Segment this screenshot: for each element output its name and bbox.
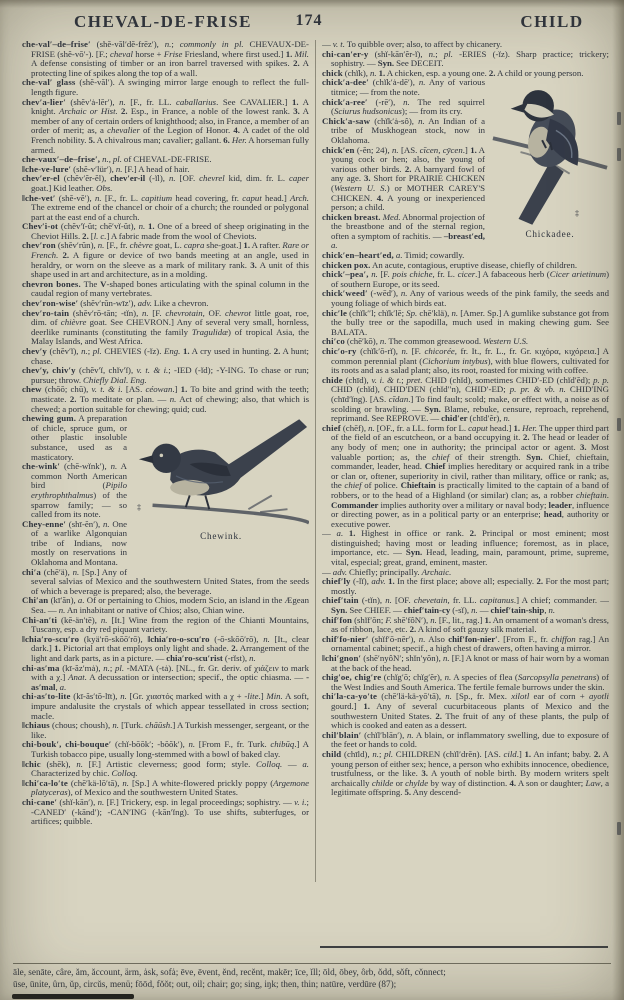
dictionary-entry: chi-can′er-y (shĭ-kān′ẽr-ĭ), n.; pl. -ERIES (-ĭz). Sharp practice; trickery; sophistry. — Syn. See DECEIT. [322, 48, 609, 69]
dictionary-entry: chif′fo-nier′ (shĭf′ō-nēr′), n. Also chif′fon-nier′. [From F., fr. chiffon rag.] An ornamental cabinet; specif., a high chest of drawers, often having a mirror. [322, 633, 609, 654]
headword: chi-as′to-lite [22, 691, 71, 702]
dictionary-entry: chev′a-lier′ (shĕv′ȧ-lēr′), n. [F., fr. LL. caballarius. See CAVALIER.] 1. A knight. Archaic or Hist. 2. Esp., in France, a noble of the lowest rank. 3. A member of any of certain orders of knighthood; also, in France, a member of an order of merit; as, a chevalier of the Legion of Honor. 4. A cadet of the old French nobility. 5. A chivalrous man; cavalier; gallant. 6. Her. A horseman fully armed. [22, 96, 309, 155]
headword: Chick′a-saw [322, 115, 371, 126]
dictionary-entry: chief (chēf), n. [OF., fr. a LL. form for L. caput head.] 1. Her. The upper third part of the field of an escutcheon, or a band occupying it. 2. The head or leader of any body of men; one in authority; the principal actor or agent. 3. Most valuable portion; as, the chief of their strength. Syn. Chief, chieftain, commander, leader, head. Chief implies hereditary or acquired rank in a tribe or clan or, oftener, superiority in civil, rather than military, office or rank; as, the chief of police. Chieftain is practically limited to the captain of a band of robbers, or to the head of a Highland (or similar) clan; as, a robber chieftain. Commander implies authority over a military or naval body; leader, influence or directing power, as in a political party or an enterprise; head, authority or executive power. [322, 422, 609, 529]
headword: ‖chiaus [22, 720, 50, 731]
scan-artifact [617, 112, 621, 125]
headword: chif′fon [322, 614, 353, 625]
headword: chev′er-el [22, 173, 60, 184]
headword: chig′oe, chig′re [322, 672, 382, 683]
headword: chev′ron-wise′ [22, 298, 79, 309]
scan-artifact [12, 994, 134, 999]
dictionary-entry: chev′ron-wise′ (shĕv′rŭn-wīz′), adv. Like a chevron. [22, 298, 209, 309]
headword: chick [322, 67, 343, 78]
headword: chief′ly [322, 576, 351, 587]
headword: chief′tain [322, 595, 359, 606]
dictionary-entry: chick′en (-ĕn; 24), n. [AS. cīcen, cȳcen.] 1. A young cock or hen; also, the young of various other birds. 2. A barnyard fowl of any age. 3. Short for PRAIRIE CHICKEN (Western U. S.) or MOTHER CAREY'S CHICKEN. 4. A young or inexperienced person; a child. [322, 144, 486, 213]
headword: chif′fo-nier′ [322, 633, 369, 644]
pronunciation-key [13, 963, 611, 990]
page-header [0, 0, 624, 36]
dictionary-entry: chicken breast. Med. Abnormal projection of the breastbone and of the sternal region, often a symptom of rachitis. — –breast′ed, a. [322, 211, 485, 251]
headword: chi′la-ca-yo′te [322, 691, 378, 702]
headword: ‖chia′ro-scu′ro [22, 633, 80, 644]
dictionary-entry: chewing gum. A preparation of chicle, spruce gum, or other plastic insoluble substance, used as a masticatory. [22, 413, 127, 462]
headword: chick′a-dee′ [322, 77, 369, 88]
dictionary-entry: chick (chĭk), n. 1. A chicken, esp. a young one. 2. A child or young person. [322, 67, 584, 78]
dictionary-entry: che-val′ glass (shĕ-văl′). A swinging mirror large enough to reflect the full-length figure. [22, 77, 309, 97]
dictionary-entry: che-vaux′–de–frise′, n., pl. of CHEVAL-DE-FRISE. [22, 154, 212, 165]
headword: chic′o-ry [322, 346, 357, 356]
dictionary-entry: — a. 1. Highest in office or rank. 2. Principal or most eminent; most distinguished; having most or leading influence; foremost, as in place, importance, etc. — Syn. Head, leading, main, paramount, prime, supreme, vital, especial; great, grand, eminent, master. [322, 528, 609, 568]
engraver-mark: ‡ [575, 208, 579, 218]
headword: chief [322, 422, 341, 433]
dictionary-entry: chick′–pea′, n. [F. pois chiche, fr. L. cicer.] A fabaceous herb (Cicer arietinum) of southern Europe, or its seed. [322, 269, 609, 289]
dictionary-entry: chig′oe, chig′re (chĭg′ō; chĭg′ẽr), n. A species of flea (Sarcopsylla penetrans) of the West Indies and South America. The fertile female burrows under the skin. [322, 672, 609, 692]
headword: chick′weed′ [322, 288, 368, 299]
dictionary-entry: chev′ron (shĕv′rŭn), n. [F., fr. chèvre goat, L. capra she-goat.] 1. A rafter. Rare or French. 2. A figure or device of two bands meeting at an angle, used in heraldry, or worn on the sleeve as a mark of military rank. 3. A unit of this shape used in art and architecture, as in a molding. [22, 240, 309, 280]
dictionary-entry: che-val′–de–frise′ (shĕ-văl′dĕ-frēz′), n.; commonly in pl. CHEVAUX-DE-FRISE (shĕ-vō′-). [F.; cheval horse + Frise Friesland, where first used.] 1. Mil. A defense consisting of timber or an iron barrel traversed with spikes. 2. A protecting line of spikes along the top of a wall. [22, 40, 309, 78]
left-column [22, 40, 309, 890]
headword: Chey-enne′ [22, 518, 67, 529]
dictionary-entry: chick′a-dee′ (chĭk′ȧ-dē′), n. Any of various titmice; — from the note. [322, 77, 485, 97]
headword: Chi-an′ti [22, 614, 58, 625]
dictionary-entry: chev′er-el (chĕv′ẽr-ĕl), chev′er-il (-ĭl), n. [OF. chevrel kid, dim. fr. L. caper goat.] Kid leather. Obs. [22, 173, 309, 193]
dictionary-entry: ‖che-ve-lure′ (shĕ-v′lür′), n. [F.] A head of hair. [22, 163, 190, 174]
headword: Chev′i-ot [22, 221, 59, 232]
headword: chew [22, 384, 42, 395]
dictionary-entry: chev′y, chiv′y (chĕv′ĭ, chĭv′ĭ), v. t. & i.; -IED (-ĭd); -Y-ING. To chase or run; pursue; throw. Chiefly Dial. Eng. [22, 365, 309, 385]
headword: chev′ro-tain [22, 307, 70, 318]
dictionary-entry: — v. t. To quibble over; also, to affect by chicanery. [322, 40, 503, 49]
headword: chick′en [322, 144, 355, 155]
dictionary-entry: chide (chīd), v. i. & t.; pret. CHID (chĭd), sometimes CHID′-ED (chĭd′ĕd); p. p. CHID (chĭd), CHID′DEN (chĭd′′n), CHID′-ED; p. pr. & vb. n. CHID′ING (chīd′ĭng). [AS. cīdan.] To find fault; scold; make, or effect with, a noise as of scolding or brawling. — Syn. Blame, rebuke, censure, reproach, reprehend, reprimand. See REPROVE. — chid′er (chīd′ẽr), n. [322, 374, 609, 424]
headword: chewing gum. [22, 413, 77, 424]
dictionary-entry: chick′en–heart′ed, a. Timid; cowardly. [322, 250, 465, 261]
pronunciation-line-1: āle, senāte, câre, ăm, ăccount, ärm, ȧsk, sofȧ; ēve, ēvent, ĕnd, recĕnt, makēr; īce, ĭll; ōld, ōbey, ôrb, ŏdd, sŏft, cŏnnect; [13, 967, 446, 977]
dictionary-entry: chif′fon (shĭf′ŏn; F. shē′fôN′), n. [F., lit., rag.] 1. An ornament of a woman's dress, as of ribbon, lace, etc. 2. A kind of soft gauzy silk material. [322, 614, 609, 635]
dictionary-entry: ‖chic (shēk), n. [F.] Artistic cleverness; good form; style. Colloq. — a. Characterized by chic. Colloq. [22, 758, 309, 779]
dictionary-entry: chick′a-ree′ (-rē′), n. The red squirrel (Sciurus hudsonicus); — from its cry. [322, 96, 485, 117]
dictionary-entry: chi′co (chē′kō), n. The common greasewood. Western U.S. [322, 336, 529, 347]
headword: ‖che-vet′ [22, 192, 56, 203]
illustration-caption: Chewink. [200, 531, 242, 542]
headword: chi′co [322, 336, 345, 347]
dictionary-entry: chi′la-ca-yo′te (chē′lä-kä-yō′tā), n. [Sp., fr. Mex. xilotl ear of corn + ayotli gourd.] 1. Any of several cucurbitaceous plants of Mexico and the southwestern United States. 2. The fruit of any of these plants, the pulp of which is cooked and eaten as a dessert. [322, 691, 609, 731]
headword: che-val′ glass [22, 77, 76, 88]
illustration-caption: Chickadee. [525, 229, 575, 240]
headword: chevron bones. [22, 278, 81, 289]
dictionary-entry: Chi′an (kī′ăn), a. Of or pertaining to Chios, modern Scio, an island in the Ægean Sea. — n. An inhabitant or native of Chios; also, Chian wine. [22, 595, 309, 616]
headword: chick′en–heart′ed, [322, 250, 394, 261]
headword: che-val′–de–frise′ [22, 40, 91, 49]
scan-artifact [320, 946, 608, 948]
dictionary-entry: child (chīld), n.; pl. CHILDREN (chĭl′drĕn). [AS. cild.] 1. An infant; baby. 2. A young person of either sex; hence, a person who exhibits innocence, obedience, trustfulness, or the like. 3. A youth of noble birth. By modern writers spelt archaically childe or chylde by way of distinction. 4. A son or daughter; Law, a legitimate offspring. 5. Any descend- [322, 748, 609, 798]
chickadee-bird-illustration [491, 79, 609, 240]
chewink-bird-illustration [133, 415, 309, 542]
dictionary-entry: chev′y (chĕv′ĭ), n.; pl. CHEVIES (-ĭz). Eng. 1. A cry used in hunting. 2. A hunt; chase. [22, 346, 309, 366]
scan-artifact [617, 418, 621, 431]
headword: chic′le [322, 307, 348, 318]
headword: chev′y [22, 346, 47, 356]
dictionary-entry: chicken pox. An acute, contagious, eruptive disease, chiefly of children. [322, 259, 578, 270]
dictionary-entry: ‖chi′ca-lo′te (chē′kä-lō′tā), n. [Sp.] A white-flowered prickly poppy (Argemone platyceras), of Mexico and the southwestern United States. [22, 777, 309, 798]
dictionary-entry: chi-as′to-lite (kī-ăs′tō-līt), n. [Gr. χιαστός marked with a χ + -lite.] Min. A soft, impure andalusite the crystals of which appear tessellated in cross section; macle. [22, 691, 309, 721]
headword: Chi′an [22, 595, 49, 606]
dictionary-entry: — adv. Chiefly; principally. Archaic. [322, 566, 452, 577]
headword: chev′y, chiv′y [22, 365, 76, 376]
dictionary-entry: ‖chia′ro-scu′ro (kyä′rō-skōō′rō), ‖chia′ro-o-scu′ro (-ō-skōō′rō), n. [It., clear dark.] 1. Pictorial art that employs only light and shade. 2. Arrangement of the light and dark parts, as in a picture. — chia′ro-scu′rist (-rĭst), n. [22, 633, 309, 663]
text-columns [0, 36, 624, 890]
dictionary-entry: chev′ro-tain (shĕv′rō-tān; -tĭn), n. [F. chevrotain, OF. chevrot little goat, roe, dim. of chièvre goat. See CHEVRON.] Any of several very small, hornless, deerlike ruminants (constituting the family Tragulidæ) of tropical Asia, the Malay Islands, and West Africa. [22, 307, 309, 347]
dictionary-entry: chief′tain (-tĭn), n. [OF. chevetain, fr. LL. capitanus.] A chief; commander. — Syn. See CHIEF. — chief′tain-cy (-sĭ), n. — chief′tain-ship, n. [322, 595, 609, 616]
dictionary-entry: chevron bones. The V-shaped bones articulating with the spinal column in the caudal region of many vertebrates. [22, 278, 309, 299]
column-divider [315, 40, 316, 882]
headword: chick′a-ree′ [322, 96, 368, 107]
headword: chi-as′ma [22, 662, 60, 673]
scan-artifact [617, 822, 621, 835]
engraver-mark: ‡ [137, 502, 141, 512]
headword: chev′a-lier′ [22, 96, 66, 107]
dictionary-entry: chil′blain′ (chĭl′blān′), n. A blain, or inflammatory swelling, due to exposure of the feet or hands to cold. [322, 729, 609, 750]
headword: che-vaux′–de–frise′, [22, 154, 101, 165]
scan-artifact [617, 148, 621, 161]
dictionary-entry: ‖che-vet′ (shĕ-vĕ′), n. [F., fr. L. capitium head covering, fr. caput head.] Arch. The extreme end of the chancel or choir of a church; the rounded or polygonal part at the east end of a church. [22, 192, 309, 222]
dictionary-entry: ‖chiaus (chous; choush), n. [Turk. chāūsh.] A Turkish messenger, sergeant, or the like. [22, 720, 309, 740]
headword: ‖chi′ca-lo′te [22, 777, 68, 788]
dictionary-entry: Chi-an′ti (kē-än′tē), n. [It.] Wine from the region of the Chianti Mountains, Tuscany, esp. a dry red piquant variety. [22, 614, 309, 635]
dictionary-entry: chi-bouk′, chi-bouque′ (chĭ-bōōk′; -bŏŏk′), n. [From F., fr. Turk. chibūq.] A Turkish tobacco pipe, usually long-stemmed with a bowl of baked clay. [22, 739, 309, 759]
guideword-left: CHEVAL-DE-FRISE [73, 12, 253, 31]
headword: ‖che-ve-lure′ [22, 163, 72, 174]
dictionary-entry: chew (chōō; chū), v. t. & i. [AS. céowan.] 1. To bite and grind with the teeth; masticate. 2. To meditate or plan. — n. Act of chewing; also, that which is chewed; a portion suitable for chewing; quid; cud. [22, 384, 309, 414]
dictionary-entry: Chev′i-ot (chĕv′ĭ-ŭt; chē′vĭ-ŭt), n. 1. One of a breed of sheep originating in the Cheviot Hills. 2. [l. c.] A fabric made from the wool of Cheviots. [22, 221, 309, 241]
headword: ‖chi′gnon′ [322, 653, 362, 663]
dictionary-entry: ‖chi′gnon′ (shē′nyôN′; shĭn′yŏn), n. [F.] A knot or mass of hair worn by a woman at the back of the head. [322, 653, 609, 673]
headword: chicken breast. [322, 211, 381, 222]
dictionary-entry: chi′a (chē′ä), n. [Sp.] Any of several salvias of Mexico and the southwestern United States, from the seeds of which a beverage is prepared; also, the beverage. [22, 566, 309, 596]
dictionary-entry: chi-cane′ (shĭ-kān′), n. [F.] Trickery, esp. in legal proceedings; sophistry. — v. i.; -CANED′ (-kānd′); -CAN′ING (-kān′ĭng). To use shifts, subterfuges, or artifices; quibble. [22, 796, 309, 827]
headword: chi′a [22, 566, 41, 577]
dictionary-entry: chick′weed′ (-wēd′), n. Any of various weeds of the pink family, the seeds and young foliage of which birds eat. [322, 288, 609, 309]
dictionary-entry: Chick′a-saw (chĭk′ȧ-sô), n. An Indian of a tribe of Muskhogean stock, now in Oklahoma. [322, 115, 485, 145]
dictionary-entry: chic′le (chĭk′′l; chĭk′lē; Sp. chē′klä), n. [Amer. Sp.] A gumlike substance got from the bully tree or the sapodilla, much used in making chewing gum. See BALATA. [322, 307, 609, 337]
headword: ‖chic [22, 758, 41, 769]
guideword-right: CHILD [520, 12, 584, 31]
headword: child [322, 748, 342, 759]
dictionary-entry: Chey-enne′ (shī-ĕn′), n. One of a warlike Algonquian tribe of Indians, now mostly on reservations in Oklahoma and Montana. [22, 518, 127, 568]
headword: chick′–pea′, [322, 269, 369, 280]
headword: chev′ron [22, 240, 56, 251]
right-column [322, 40, 609, 890]
headword: chi-bouk′, chi-bouque′ [22, 739, 112, 750]
page-number: 174 [295, 12, 323, 29]
headword: chil′blain′ [322, 729, 362, 740]
headword: che-wink′ [22, 461, 61, 472]
dictionary-entry: chief′ly (-lĭ), adv. 1. In the first place; above all; especially. 2. For the most part; mostly. [322, 576, 609, 596]
headword: chicken pox. [322, 259, 371, 270]
dictionary-entry: chic′o-ry (chĭk′ō-rĭ), n. [F. chicorée, fr. It., fr. L., fr. Gr. κιχόρα, κιχόρεια.] A common perennial plant (Cichorium intybus), with blue flowers, cultivated for its roots and as a salad plant; also, its root, roasted for mixing with coffee. [322, 346, 609, 376]
dictionary-entry: chi-as′ma (kī-ăz′mȧ), n.; pl. -MATA (-tȧ). [NL., fr. Gr. deriv. of χιάζειν to mark with a χ.] Anat. A decussation or intersection; specif., the optic chiasma. — -as′mal, a. [22, 662, 309, 692]
pronunciation-line-2: ūse, ūnite, ûrn, ŭp, circŭs, menü; fōōd, fŏŏt; out, oil; chair; go; sing, iŋk; then, thin; natūre, verdūre (87); [13, 978, 397, 989]
headword: chi-can′er-y [322, 48, 369, 59]
headword: chi-cane′ [22, 796, 58, 807]
headword: chide [322, 374, 343, 385]
dictionary-entry: che-wink′ (chē-wĭnk′), n. A common North American bird (Pipilo erythrophthalmus) of the sparrow family; — so called from its note. [22, 461, 127, 520]
